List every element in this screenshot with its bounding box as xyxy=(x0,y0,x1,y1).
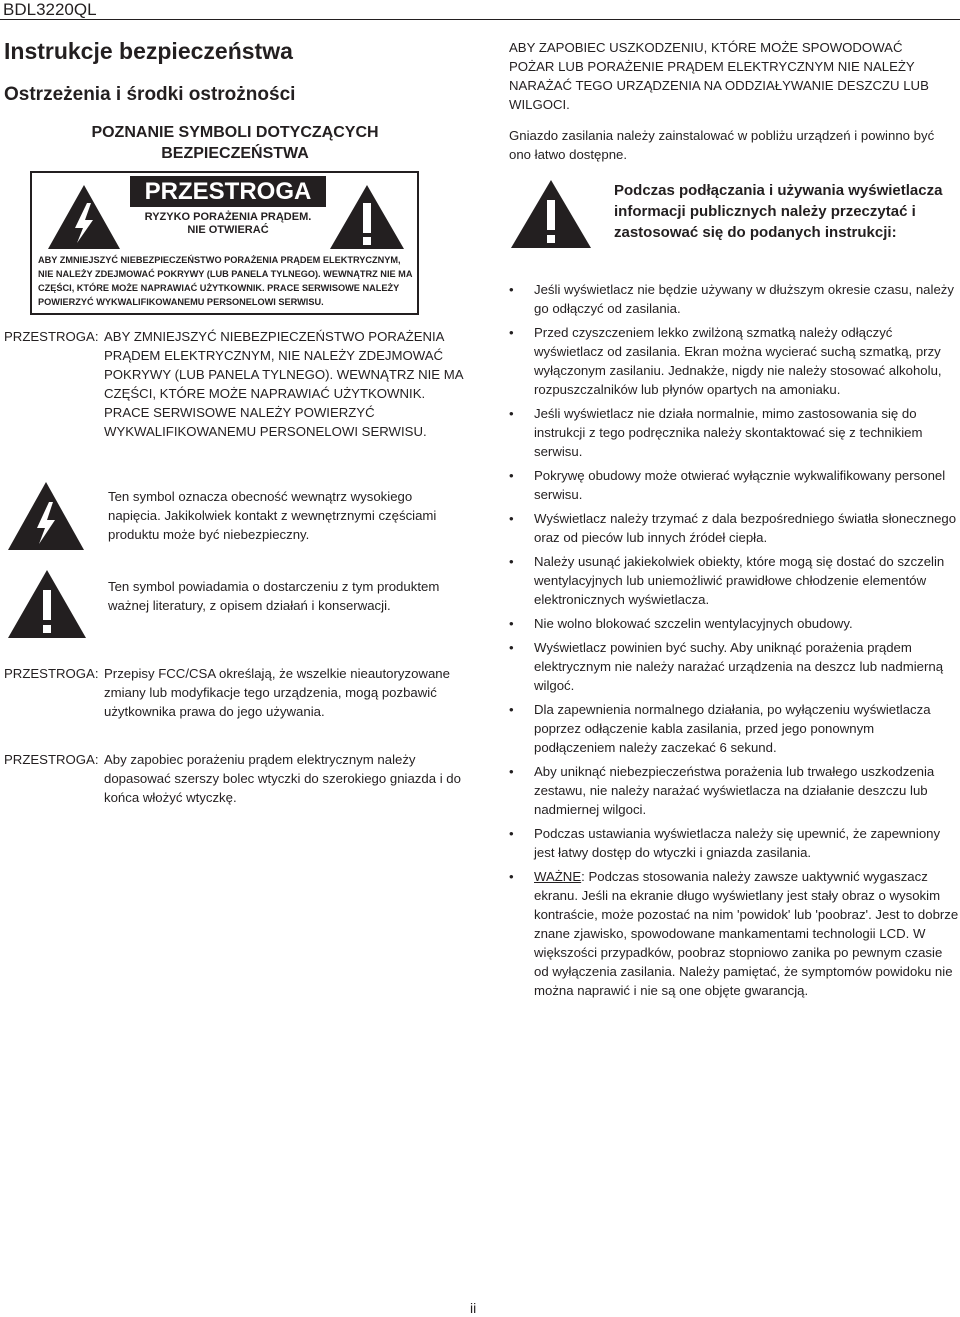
safety-instructions-list xyxy=(509,280,959,1005)
page-title: Instrukcje bezpieczeństwa xyxy=(4,38,293,64)
socket-note: Gniazdo zasilania należy zainstalować w pobliżu urządzeń i powinno być ono łatwo dostępne. xyxy=(509,128,935,162)
list-item: • Dla zapewnienia normalnego działania, po wyłączeniu wyświetlacza poprzez odłączenie kabla zasilania, przed jego ponownym podłączeniem należy zaczekać 6 sekund. xyxy=(509,702,931,755)
caution-label: PRZESTROGA: xyxy=(4,329,99,344)
list-item: • Należy usunąć jakiekolwiek obiekty, które mogą się dostać do szczelin wentylacyjnych lub uniemożliwić prawidłowe chłodzenie elementów elektronicznych wyświetlacza. xyxy=(509,554,945,607)
bullet-icon: • xyxy=(509,406,514,421)
list-item: • Jeśli wyświetlacz nie działa normalnie, mimo zastosowania się do instrukcji z tego podręcznika należy skontaktować się z technikiem serwisu. xyxy=(509,406,923,459)
caution-block-1 xyxy=(4,327,464,441)
page-number: ii xyxy=(470,1300,477,1316)
do-not-open-line: NIE OTWIERAĆ xyxy=(187,224,269,236)
bullet-icon: • xyxy=(509,325,514,340)
caution-block-2 xyxy=(4,664,464,721)
literature-symbol-row xyxy=(6,568,440,645)
caution-text: Aby zapobiec porażeniu prądem elektrycznym należy dopasować szerszy bolec wtyczki do szerokiego gniazda i do końca włożyć wtyczkę. xyxy=(104,752,461,805)
list-item: • Pokrywę obudowy może otwierać wyłącznie wykwalifikowany personel serwisu. xyxy=(509,468,946,502)
header-rule xyxy=(0,19,960,20)
symbols-title: POZNANIE SYMBOLI DOTYCZĄCYCH BEZPIECZEŃSTWA xyxy=(91,124,379,162)
bullet-icon: • xyxy=(509,282,514,297)
exclamation-warning-icon xyxy=(6,568,88,640)
lightning-warning-icon xyxy=(46,183,122,251)
caution-text: Przepisy FCC/CSA określają, że wszelkie nieautoryzowane zmiany lub modyfikacje tego urządzenia, mogą pozbawić użytkownika prawa do jego używania. xyxy=(104,666,450,719)
bullet-icon: • xyxy=(509,826,514,841)
caution-banner: PRZESTROGA xyxy=(130,176,326,207)
list-item: • Jeśli wyświetlacz nie będzie używany w dłuższym okresie czasu, należy go odłączyć od zasilania. xyxy=(509,282,954,316)
list-item: • Przed czyszczeniem lekko zwilżoną szmatką należy odłączyć wyświetlacz od zasilania. Ekran można wycierać suchą szmatką, przy wyłączonym zasilaniu. Jednakże, nigdy nie należy stosować alkoholu, rozpuszczalników lub płynów opartych na amoniaku. xyxy=(509,325,942,397)
section-subtitle: Ostrzeżenia i środki ostrożności xyxy=(4,84,296,105)
list-item: • Wyświetlacz należy trzymać z dala bezpośredniego światła słonecznego oraz od pieców lub innych źródeł ciepła. xyxy=(509,511,957,545)
shock-risk-text xyxy=(130,211,326,237)
bullet-icon: • xyxy=(509,554,514,569)
bullet-icon: • xyxy=(509,468,514,483)
moisture-warning: ABY ZAPOBIEC USZKODZENIU, KTÓRE MOŻE SPOWODOWAĆ POŻAR LUB PORAŻENIE PRĄDEM ELEKTRYCZNYM NIE NALEŻY NARAŻAĆ TEGO URZĄDZENIA NA ODDZIAŁYWANIE DESZCZU LUB WILGOCI. xyxy=(509,40,929,112)
lightning-warning-icon xyxy=(6,480,86,552)
caution-label: PRZESTROGA: xyxy=(4,666,99,681)
bullet-icon: • xyxy=(509,616,514,631)
voltage-symbol-row xyxy=(6,480,437,557)
instructions-heading: Podczas podłączania i używania wyświetlacza informacji publicznych należy przeczytać i zastosować się do podanych instrukcji: xyxy=(614,182,943,241)
voltage-symbol-text: Ten symbol oznacza obecność wewnątrz wysokiego napięcia. Jakikolwiek kontakt z wewnętrznymi częściami produktu może być niebezpieczny. xyxy=(108,489,437,542)
caution-label: PRZESTROGA: xyxy=(4,752,99,767)
list-item: • Aby uniknąć niebezpieczeństwa porażenia lub trwałego uszkodzenia zestawu, nie należy narażać wyświetlacza na działanie deszczu lub nadmiernej wilgoci. xyxy=(509,764,935,817)
warning-label-box xyxy=(30,171,419,315)
list-item-important xyxy=(509,867,959,1000)
exclamation-warning-icon xyxy=(509,178,593,250)
literature-symbol-text: Ten symbol powiadamia o dostarczeniu z tym produktem ważnej literatury, z opisem działań i konserwacji. xyxy=(108,579,440,613)
warning-box-text: ABY ZMNIEJSZYĆ NIEBEZPIECZEŃSTWO PORAŻENIA PRĄDEM ELEKTRYCZNYM, NIE NALEŻY ZDEJMOWAĆ POKRYWY (LUB PANELA TYLNEGO). WEWNĄTRZ NIE MA CZĘŚCI, KTÓRE MOŻE NAPRAWIAĆ UŻYTKOWNIK. PRACE SERWISOWE NALEŻY POWIERZYĆ WYKWALIFIKOWANEMU PERSONELOWI SERWISU. xyxy=(38,255,413,307)
important-text: : Podczas stosowania należy zawsze uaktywnić wygaszacz ekranu. Jeśli na ekranie długo wyświetlany jest stały obraz o wysokim kontraście, może pozostać na nim 'powidok' lub 'poobraz'. Jest to dobrze znane zjawisko, spowodowane mankamentami technologii LCD. W większości przypadków, poobraz stopniowo zanika po pewnym czasie od wyłączenia zasilania. Należy pamiętać, że symptomów powidoku nie można naprawić i nie są one objęte gwarancją. xyxy=(534,869,959,998)
model-number: BDL3220QL xyxy=(3,0,97,19)
exclamation-warning-icon xyxy=(328,183,406,251)
list-item: • Wyświetlacz powinien być suchy. Aby uniknąć porażenia prądem elektrycznym nie należy narażać urządzenia na deszcz lub nadmierną wilgoć. xyxy=(509,640,944,693)
bullet-icon: • xyxy=(509,702,514,717)
important-label: WAŻNE xyxy=(534,869,582,884)
bullet-icon: • xyxy=(509,764,514,779)
bullet-icon: • xyxy=(509,869,514,884)
shock-risk-line: RYZYKO PORAŻENIA PRĄDEM. xyxy=(144,211,312,223)
list-item: • Podczas ustawiania wyświetlacza należy się upewnić, że zapewniony jest łatwy dostęp do wtyczki i gniazda zasilania. xyxy=(509,826,941,860)
bullet-icon: • xyxy=(509,511,514,526)
list-item: • Nie wolno blokować szczelin wentylacyjnych obudowy. xyxy=(509,616,853,631)
bullet-icon: • xyxy=(509,640,514,655)
caution-text: ABY ZMNIEJSZYĆ NIEBEZPIECZEŃSTWO PORAŻENIA PRĄDEM ELEKTRYCZNYM, NIE NALEŻY ZDEJMOWAĆ POKRYWY (LUB PANELA TYLNEGO). WEWNĄTRZ NIE MA CZĘŚCI, KTÓRE MOŻE NAPRAWIAĆ UŻYTKOWNIK. PRACE SERWISOWE NALEŻY POWIERZYĆ WYKWALIFIKOWANEMU PERSONELOWI SERWISU. xyxy=(104,329,463,439)
caution-block-3 xyxy=(4,750,464,807)
